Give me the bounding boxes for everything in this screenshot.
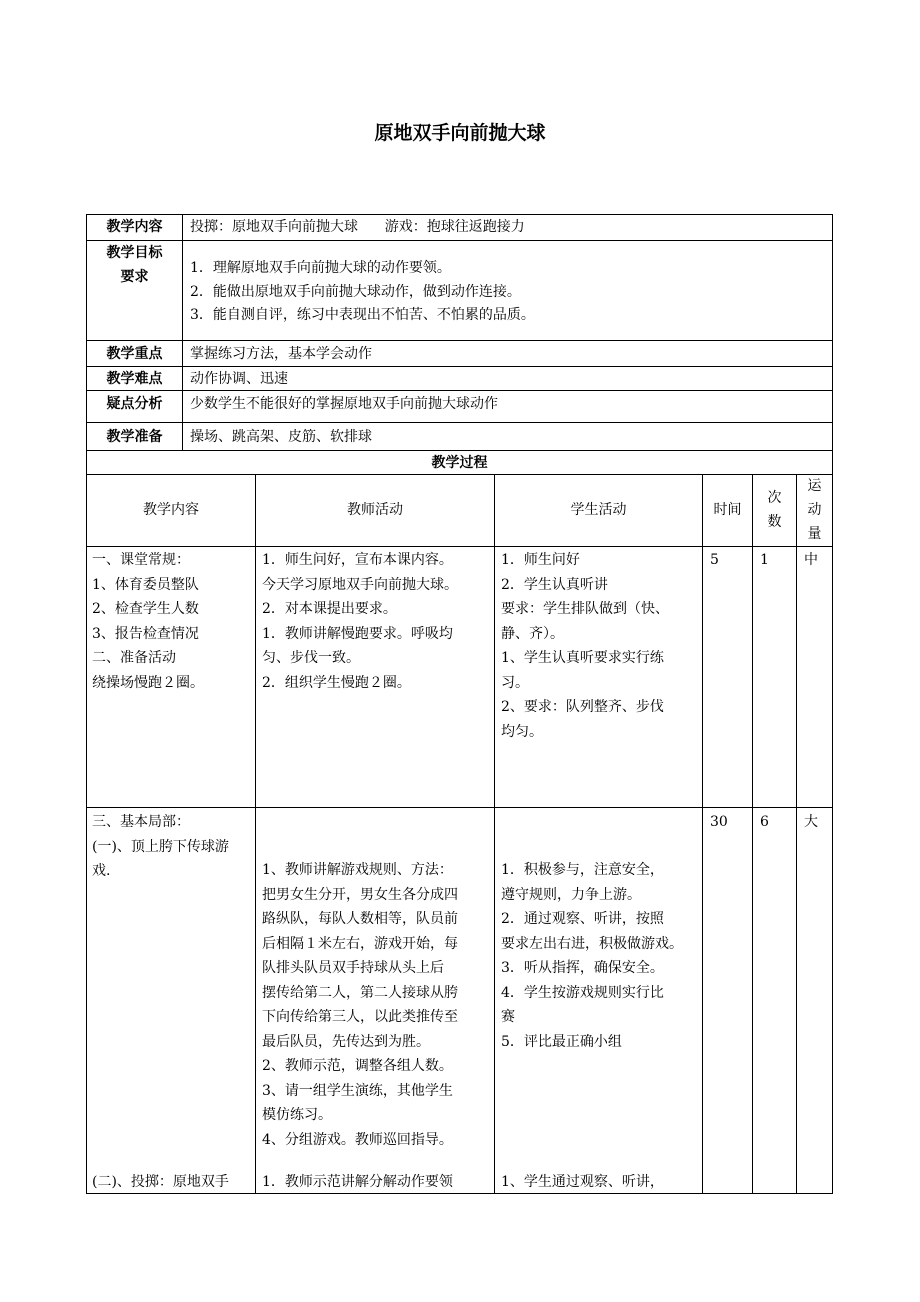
- goal-item: 1．理解原地双手向前抛大球的动作要领。: [190, 260, 451, 276]
- teacher-line: 最后队员，先传达到为胜。: [262, 1033, 430, 1050]
- row2-student-tail: 1、学生通过观察、听讲，: [501, 1174, 664, 1190]
- goals-label-line1: 教学目标: [106, 245, 163, 261]
- goals-label-line2: 要求: [120, 269, 149, 285]
- col-content-header: 教学内容: [143, 502, 199, 518]
- student-line: 2．通过观察、听讲，按照: [501, 911, 664, 927]
- content-line: 一、课堂常规：: [92, 552, 190, 568]
- content-line: 二、准备活动: [92, 650, 176, 666]
- student-line: 2、要求：队列整齐、步伐: [501, 699, 664, 715]
- col-teacher-header: 教师活动: [347, 502, 403, 518]
- student-line: 静、齐）。: [501, 625, 564, 642]
- prep-value: 操场、跳高架、皮筋、软排球: [190, 429, 372, 445]
- col-load-header: 运: [807, 478, 822, 494]
- doubts-label: 疑点分析: [106, 396, 163, 412]
- goal-item: 2．能做出原地双手向前抛大球动作，做到动作连接。: [190, 284, 521, 300]
- page-title: 原地双手向前抛大球: [374, 122, 546, 144]
- row2-content: [92, 810, 229, 884]
- col-load-header: 动: [807, 502, 822, 518]
- row2-count: 6: [760, 814, 769, 830]
- row1-content: [92, 548, 204, 695]
- student-line: 3．听从指挥，确保安全。: [501, 960, 664, 976]
- teacher-line: 模仿练习。: [262, 1107, 332, 1123]
- student-line: 遵守规则，力争上游。: [501, 886, 641, 903]
- teacher-line: 队排头队员双手持球从头上后: [262, 960, 444, 976]
- content-line: 2、检查学生人数: [92, 601, 199, 617]
- doubts-value: 少数学生不能很好的掌握原地双手向前抛大球动作: [190, 396, 498, 412]
- student-line: 1、学生认真听要求实行练: [501, 650, 664, 666]
- content-line: 戏.: [92, 863, 111, 879]
- student-line: 5．评比最正确小组: [501, 1033, 622, 1050]
- teacher-line: 下向传给第三人，以此类推传至: [262, 1009, 458, 1025]
- row1-student: [501, 548, 669, 744]
- row1-time: 5: [710, 552, 719, 568]
- student-line: 赛: [501, 1009, 515, 1025]
- row2-time: 30: [710, 814, 728, 830]
- focus-value: 掌握练习方法，基本学会动作: [190, 346, 372, 362]
- teacher-line: 1．教师讲解慢跑要求。呼吸均: [262, 625, 453, 642]
- row2-teacher-tail: 1．教师示范讲解分解动作要领: [262, 1174, 453, 1190]
- difficulty-label: 教学难点: [106, 371, 163, 387]
- student-line: 习。: [501, 674, 529, 691]
- content-value: 投掷：原地双手向前抛大球 游戏：抱球往返跑接力: [190, 219, 525, 235]
- col-count-header: 次: [767, 490, 782, 506]
- row2-student: [501, 858, 683, 1054]
- content-line: 1、体育委员整队: [92, 576, 199, 593]
- row2-content-tail: (二)、投掷：原地双手: [92, 1174, 229, 1190]
- row1-teacher: [262, 548, 458, 695]
- teacher-line: 路纵队，每队人数相等，队员前: [262, 911, 458, 927]
- row1-count: 1: [760, 552, 769, 568]
- teacher-line: 把男女生分开，男女生各分成四: [262, 886, 458, 903]
- teacher-line: 4、分组游戏。教师巡回指导。: [262, 1131, 453, 1148]
- student-line: 要求：学生排队做到（快、: [501, 601, 669, 617]
- teacher-line: 匀、步伐一致。: [262, 650, 360, 666]
- row2-teacher: [262, 858, 458, 1152]
- teacher-line: 2、教师示范，调整各组人数。: [262, 1058, 453, 1074]
- content-line: 绕操场慢跑２圈。: [92, 674, 204, 691]
- student-line: 1．积极参与，注意安全，: [501, 862, 664, 878]
- teacher-line: 1、教师讲解游戏规则、方法：: [262, 862, 453, 878]
- difficulty-value: 动作协调、迅速: [190, 371, 288, 387]
- content-line: (一)、顶上胯下传球游: [92, 838, 229, 855]
- student-line: 要求左出右进，积极做游戏。: [501, 935, 683, 952]
- student-line: 均匀。: [501, 723, 543, 740]
- row1-load: 中: [804, 552, 818, 568]
- col-student-header: 学生活动: [570, 502, 627, 518]
- teacher-line: 摆传给第二人，第二人接球从胯: [262, 984, 458, 1001]
- teacher-line: 3、请一组学生演练，其他学生: [262, 1082, 453, 1099]
- content-label: 教学内容: [106, 219, 163, 235]
- teacher-line: 1．师生问好，宣布本课内容。: [262, 552, 453, 568]
- student-line: 2．学生认真听讲: [501, 576, 608, 593]
- col-count-header: 数: [767, 514, 782, 530]
- prep-label: 教学准备: [106, 429, 163, 445]
- goal-item: 3．能自测自评，练习中表现出不怕苦、不怕累的品质。: [190, 307, 535, 323]
- teacher-line: 2．组织学生慢跑２圈。: [262, 674, 411, 691]
- content-line: 3、报告检查情况: [92, 625, 199, 642]
- teacher-line: 2．对本课提出要求。: [262, 601, 397, 617]
- col-load-header: 量: [807, 526, 822, 542]
- teacher-line: 今天学习原地双手向前抛大球。: [262, 576, 458, 593]
- process-heading: 教学过程: [431, 455, 488, 471]
- focus-label: 教学重点: [106, 346, 163, 362]
- row2-load: 大: [804, 814, 818, 830]
- student-line: 4．学生按游戏规则实行比: [501, 984, 664, 1001]
- content-line: 三、基本局部：: [92, 814, 190, 830]
- col-time-header: 时间: [713, 502, 742, 518]
- student-line: 1．师生问好: [501, 552, 580, 568]
- teacher-line: 后相隔１米左右，游戏开始，每: [262, 935, 458, 952]
